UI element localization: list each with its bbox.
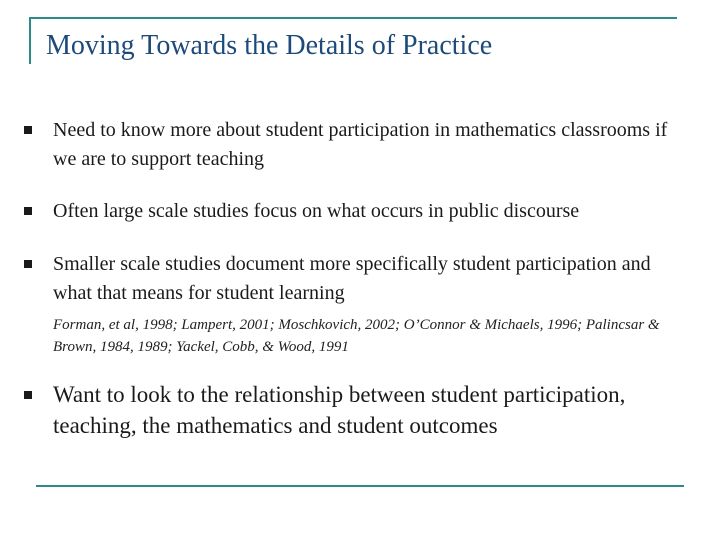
bullet-item-3 xyxy=(53,250,693,308)
square-bullet-icon xyxy=(24,126,32,134)
square-bullet-icon xyxy=(24,391,32,399)
title-frame-top-rule xyxy=(29,17,677,19)
slide-title: Moving Towards the Details of Practice xyxy=(46,30,493,61)
bullet-item-1 xyxy=(53,116,693,174)
citation-references: Forman, et al, 1998; Lampert, 2001; Moschkovich, 2002; O’Connor & Michaels, 1996; Palincsar & Brown, 1984, 1989; Yackel, Cobb, & Wood, 1991 xyxy=(53,317,660,355)
bullet-text: Smaller scale studies document more specifically student participation and what that means for student learning xyxy=(53,253,651,304)
square-bullet-icon xyxy=(24,260,32,268)
square-bullet-icon xyxy=(24,207,32,215)
bullet-text: Want to look to the relationship between student participation, teaching, the mathematics and student outcomes xyxy=(53,382,626,438)
footer-rule xyxy=(36,485,684,487)
bullet-item-2 xyxy=(53,197,693,226)
bullet-text: Need to know more about student participation in mathematics classrooms if we are to support teaching xyxy=(53,119,668,170)
bullet-text: Often large scale studies focus on what occurs in public discourse xyxy=(53,200,580,222)
bullet-item-4 xyxy=(53,379,713,441)
title-frame-left-rule xyxy=(29,17,31,64)
